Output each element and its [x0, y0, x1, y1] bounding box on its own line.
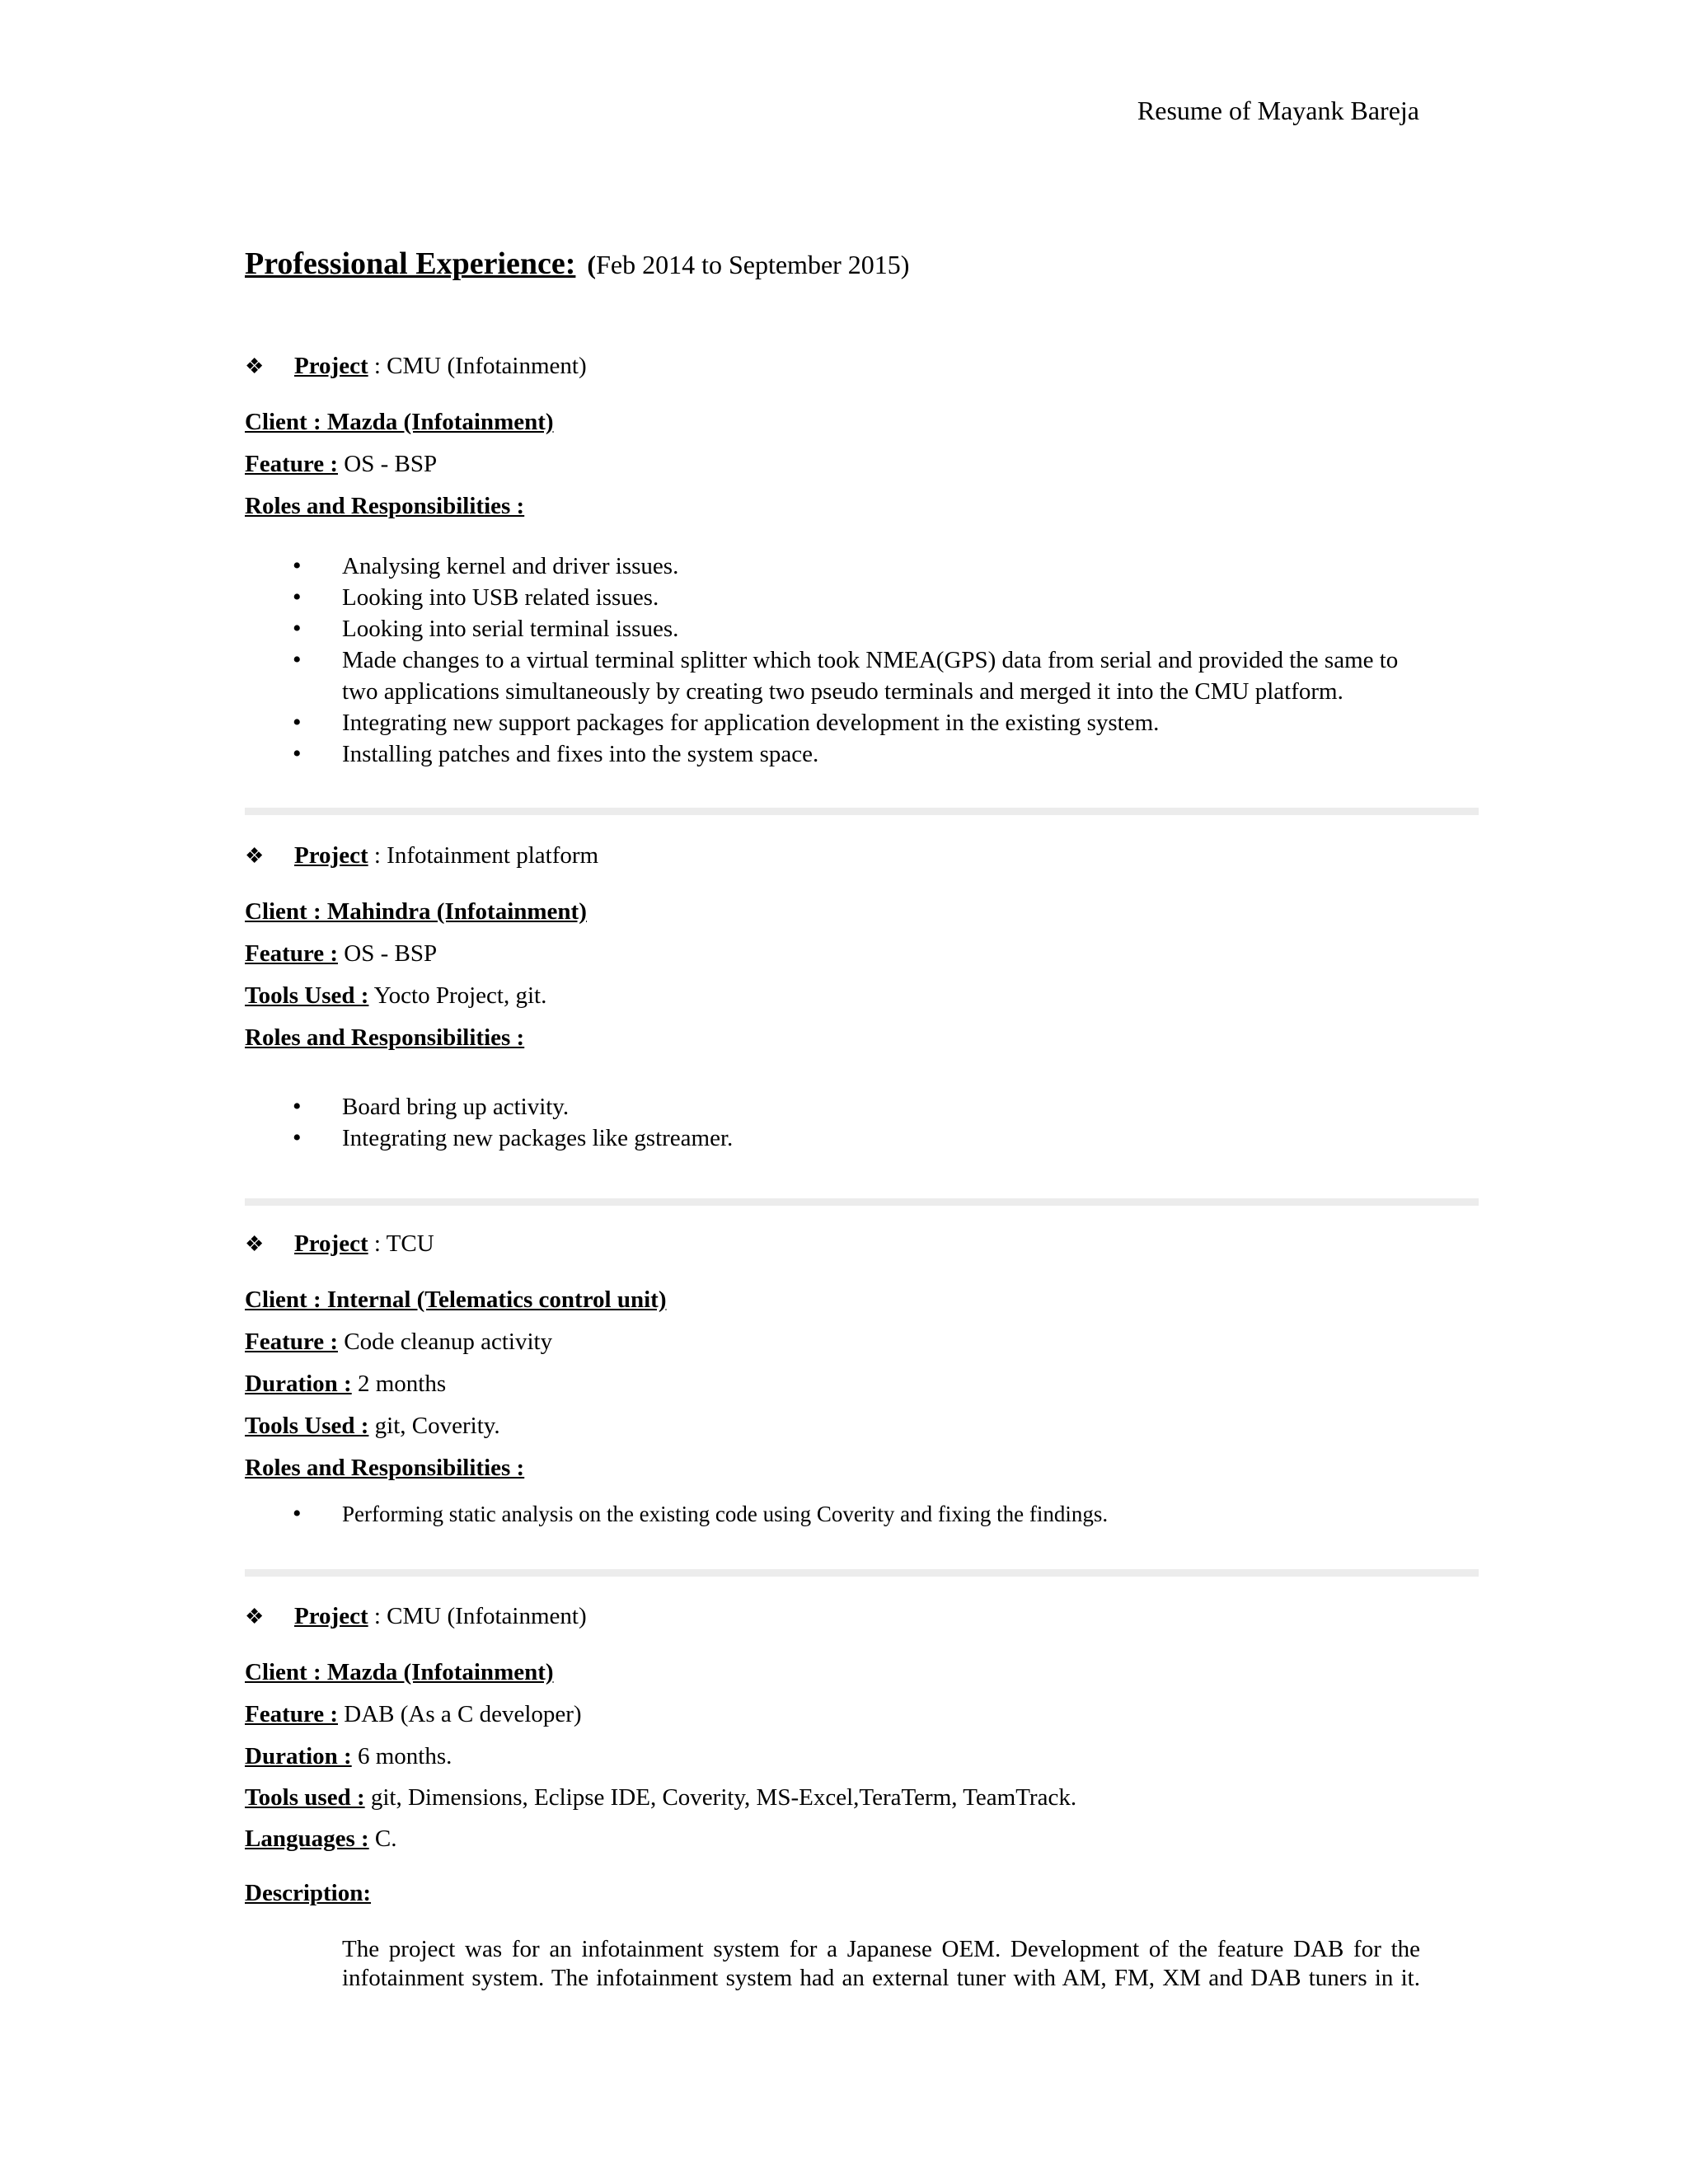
roles-heading: Roles and Responsibilities :	[245, 493, 525, 519]
list-item: • Integrating new packages like gstreamer.	[245, 1122, 1432, 1154]
client-line: Client : Mahindra (Infotainment)	[245, 898, 587, 925]
duration-line: Duration : 6 months.	[245, 1743, 452, 1769]
feature-line: Feature : OS - BSP	[245, 940, 438, 967]
section-divider	[245, 1198, 1479, 1206]
list-item: • Looking into USB related issues.	[245, 582, 1432, 613]
tools-line: Tools Used : Yocto Project, git.	[245, 982, 547, 1009]
list-item: • Integrating new support packages for application development in the existing system.	[245, 707, 1432, 738]
resume-header-title: Resume of Mayank Bareja	[1137, 96, 1419, 125]
client-line: Client : Mazda (Infotainment)	[245, 1659, 554, 1685]
duration-line: Duration : 2 months	[245, 1371, 447, 1397]
list-item: • Looking into serial terminal issues.	[245, 613, 1432, 644]
responsibilities-list	[245, 1091, 1432, 1154]
client-line: Client : Internal (Telematics control unit)	[245, 1286, 667, 1313]
roles-heading: Roles and Responsibilities :	[245, 1455, 525, 1481]
project-title: ❖ Project : CMU (Infotainment)	[245, 1603, 587, 1629]
project-title: ❖ Project : TCU	[245, 1230, 434, 1257]
responsibilities-list	[245, 1498, 1432, 1530]
diamond-bullet-icon: ❖	[245, 1232, 265, 1256]
experience-period: (Feb 2014 to September 2015)	[587, 250, 910, 279]
section-heading: Professional Experience:	[245, 246, 576, 281]
responsibilities-list	[245, 551, 1432, 770]
project-description: The project was for an infotainment system for a Japanese OEM. Development of the feature DAB for the infotainment system. The infotainment system had an external tuner with AM, FM, XM and DAB tuners in it.	[342, 1936, 1420, 1991]
description-heading: Description:	[245, 1880, 372, 1906]
project-title: ❖ Project : Infotainment platform	[245, 842, 599, 869]
list-item: • Installing patches and fixes into the system space.	[245, 738, 1432, 770]
roles-heading: Roles and Responsibilities :	[245, 1024, 525, 1051]
project-title: ❖ Project : CMU (Infotainment)	[245, 353, 587, 379]
diamond-bullet-icon: ❖	[245, 1605, 265, 1629]
list-item: • Made changes to a virtual terminal splitter which took NMEA(GPS) data from serial and provided the same to two applications simultaneously by creating two pseudo terminals and merged it into the CMU platform.	[245, 644, 1432, 707]
tools-line: Tools Used : git, Coverity.	[245, 1413, 500, 1439]
languages-line: Languages : C.	[245, 1825, 397, 1852]
diamond-bullet-icon: ❖	[245, 844, 265, 868]
feature-line: Feature : OS - BSP	[245, 451, 438, 477]
tools-line: Tools used : git, Dimensions, Eclipse IDE, Coverity, MS-Excel,TeraTerm, TeamTrack.	[245, 1784, 1077, 1811]
feature-line: Feature : Code cleanup activity	[245, 1329, 553, 1355]
feature-line: Feature : DAB (As a C developer)	[245, 1701, 582, 1727]
section-divider	[245, 1569, 1479, 1577]
list-item: • Performing static analysis on the existing code using Coverity and fixing the findings.	[245, 1498, 1432, 1530]
list-item: • Board bring up activity.	[245, 1091, 1432, 1122]
diamond-bullet-icon: ❖	[245, 354, 265, 378]
list-item: • Analysing kernel and driver issues.	[245, 551, 1432, 582]
client-line: Client : Mazda (Infotainment)	[245, 409, 554, 435]
professional-experience-header	[245, 246, 909, 282]
section-divider	[245, 808, 1479, 815]
